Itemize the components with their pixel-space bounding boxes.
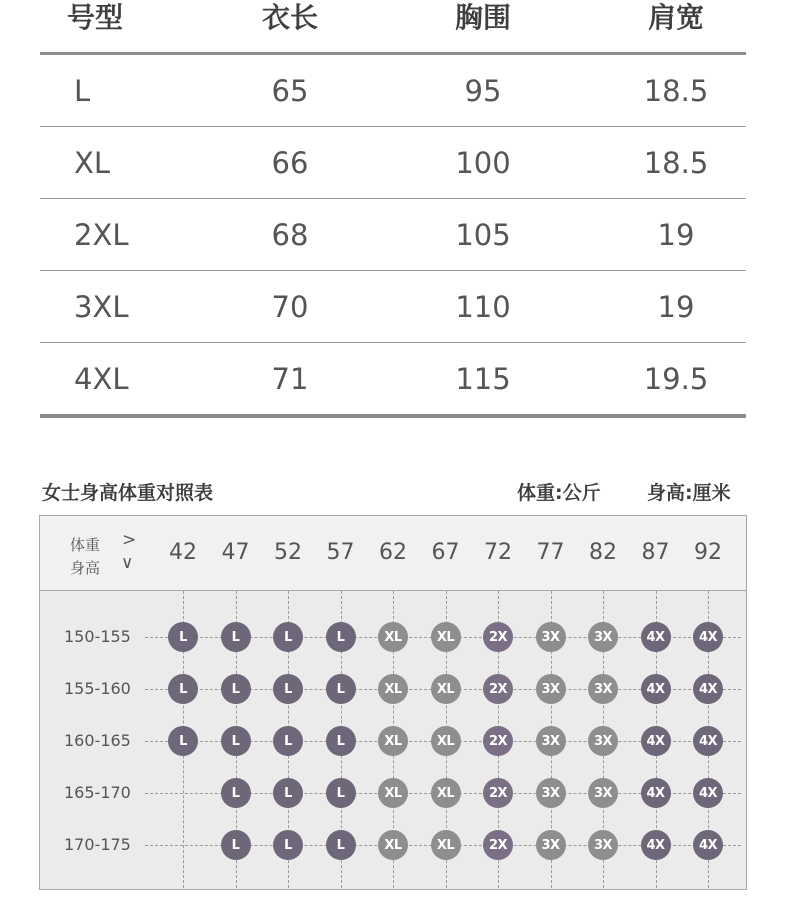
size-badge: XL — [431, 778, 461, 808]
weight-column-label: 82 — [589, 540, 617, 565]
size-badge: 4X — [693, 778, 723, 808]
size-table — [40, 0, 746, 418]
size-badge: L — [273, 674, 303, 704]
size-badge: L — [326, 726, 356, 756]
header-shoulder: 肩宽 — [647, 1, 704, 34]
size-badge: XL — [431, 726, 461, 756]
size-badge: L — [221, 726, 251, 756]
size-badge: 4X — [641, 622, 671, 652]
size-badge: L — [326, 830, 356, 860]
cell-chest: 100 — [455, 145, 511, 180]
cell-length: 68 — [271, 217, 309, 252]
cell-shoulder: 19 — [657, 217, 695, 252]
chevron-down-icon: ∨ — [121, 553, 134, 573]
size-badge: 2X — [483, 830, 513, 860]
cell-chest: 105 — [455, 217, 511, 252]
cell-chest: 115 — [455, 361, 511, 396]
size-badge: L — [221, 622, 251, 652]
chevron-right-icon: > — [122, 530, 137, 550]
weight-column-label: 92 — [694, 540, 722, 565]
size-badge: XL — [431, 674, 461, 704]
cell-length: 65 — [271, 73, 309, 108]
size-badge: 3X — [588, 830, 618, 860]
size-badge: L — [168, 674, 198, 704]
size-badge: XL — [378, 830, 408, 860]
header-length: 衣长 — [261, 1, 318, 34]
height-row-label: 165-170 — [64, 783, 131, 802]
cell-length: 70 — [271, 289, 309, 324]
size-table-header — [40, 0, 746, 55]
size-badge: L — [273, 830, 303, 860]
weight-column-label: 62 — [379, 540, 407, 565]
size-badge: 2X — [483, 674, 513, 704]
cell-shoulder: 19.5 — [643, 361, 709, 396]
weight-column-label: 77 — [536, 540, 565, 565]
size-badge: 2X — [483, 622, 513, 652]
size-badge: 3X — [536, 726, 566, 756]
size-badge: 3X — [536, 778, 566, 808]
size-badge: L — [221, 674, 251, 704]
size-badge: 3X — [588, 726, 618, 756]
size-badge: XL — [378, 778, 408, 808]
cell-length: 66 — [271, 145, 309, 180]
size-badge: 4X — [641, 726, 671, 756]
size-badge: 4X — [693, 622, 723, 652]
size-badge: 4X — [693, 726, 723, 756]
size-badge: L — [168, 622, 198, 652]
cell-size: 3XL — [74, 289, 129, 324]
size-badge: 2X — [483, 726, 513, 756]
size-badge: XL — [378, 674, 408, 704]
size-badge: 4X — [641, 674, 671, 704]
cell-shoulder: 18.5 — [643, 73, 709, 108]
size-badge: 3X — [588, 778, 618, 808]
header-chest: 胸围 — [454, 1, 511, 34]
chart-title: 女士身高体重对照表 — [42, 482, 214, 504]
height-row-label: 170-175 — [64, 835, 131, 854]
cell-shoulder: 18.5 — [643, 145, 709, 180]
size-badge: L — [273, 778, 303, 808]
weight-column-label: 67 — [431, 540, 460, 565]
cell-size: 2XL — [74, 217, 129, 252]
weight-column-label: 52 — [274, 540, 302, 565]
cell-size: L — [74, 73, 91, 108]
height-weight-grid — [39, 515, 747, 890]
size-badge: L — [273, 622, 303, 652]
cell-chest: 110 — [455, 289, 511, 324]
size-badge: L — [326, 674, 356, 704]
size-badge: L — [273, 726, 303, 756]
header-size: 号型 — [67, 1, 124, 34]
size-badge: 4X — [641, 778, 671, 808]
table-row — [40, 343, 746, 418]
corner-height-label: 身高 — [70, 559, 101, 577]
height-row-label: 150-155 — [64, 627, 131, 646]
unit-height-label: 身高:厘米 — [647, 482, 731, 504]
cell-shoulder: 19 — [657, 289, 695, 324]
size-badge: 2X — [483, 778, 513, 808]
grid-header — [40, 516, 746, 591]
table-row — [40, 199, 746, 271]
cell-chest: 95 — [464, 73, 502, 108]
table-row — [40, 271, 746, 343]
size-badge: 3X — [536, 622, 566, 652]
table-row — [40, 55, 746, 127]
cell-size: XL — [74, 145, 111, 180]
weight-column-label: 47 — [221, 540, 250, 565]
size-badge: 3X — [588, 674, 618, 704]
size-badge: L — [168, 726, 198, 756]
size-badge: 4X — [641, 830, 671, 860]
weight-column-label: 57 — [326, 540, 355, 565]
unit-weight-label: 体重:公斤 — [517, 482, 601, 504]
size-badge: 3X — [536, 830, 566, 860]
size-badge: XL — [378, 726, 408, 756]
size-badge: L — [326, 778, 356, 808]
weight-column-label: 87 — [641, 540, 670, 565]
size-badge: L — [326, 622, 356, 652]
corner-weight-label: 体重 — [70, 536, 101, 554]
height-row-label: 155-160 — [64, 679, 131, 698]
weight-column-label: 72 — [484, 540, 512, 565]
weight-column-label: 42 — [169, 540, 197, 565]
cell-size: 4XL — [74, 361, 129, 396]
size-badge: L — [221, 830, 251, 860]
size-badge: L — [221, 778, 251, 808]
size-badge: XL — [431, 622, 461, 652]
table-row — [40, 127, 746, 199]
size-badge: XL — [431, 830, 461, 860]
size-badge: 4X — [693, 674, 723, 704]
height-row-label: 160-165 — [64, 731, 131, 750]
size-badge: 3X — [536, 674, 566, 704]
size-badge: XL — [378, 622, 408, 652]
cell-length: 71 — [271, 361, 309, 396]
size-badge: 3X — [588, 622, 618, 652]
size-badge: 4X — [693, 830, 723, 860]
